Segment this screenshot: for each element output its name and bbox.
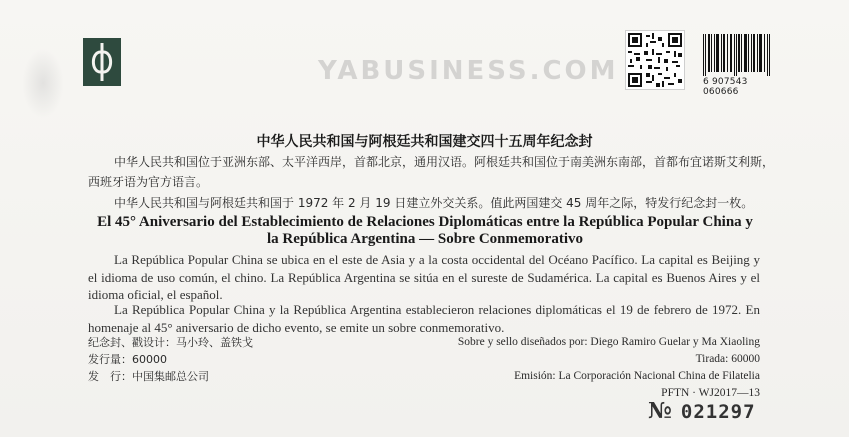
spanish-title-line-2: la República Argentina — Sobre Conmemorativo xyxy=(267,231,583,247)
barcode-icon xyxy=(703,34,770,76)
serial-value: 021297 xyxy=(680,401,756,423)
barcode-number: 6 907543 060666 xyxy=(703,77,748,97)
china-post-logo-icon xyxy=(83,38,121,86)
qr-code-icon xyxy=(625,30,685,90)
credit-code-es: PFTN · WJ2017—13 xyxy=(661,387,760,399)
barcode xyxy=(703,34,770,97)
watermark-text: YABUSINESS.COM xyxy=(318,56,619,86)
spanish-title xyxy=(60,214,790,248)
credit-issuer-es: Emisión: La Corporación Nacional China de Filatelia xyxy=(514,370,760,382)
credit-designer-cn: 纪念封、戳设计：马小玲、盖铁戈 xyxy=(88,336,253,349)
spanish-credits xyxy=(400,334,760,402)
spanish-paragraph-2: La República Popular China y la República Argentina establecieron relaciones diplomáticas el 19 de febrero de 1972. En homenaje al 45° aniversario de dicho evento, se emite un sobre conmemorativo. xyxy=(88,302,760,335)
chinese-credits xyxy=(88,334,388,385)
spanish-title-line-1: El 45° Aniversario del Establecimiento de Relaciones Diplomáticas entre la República Popular China y xyxy=(97,214,753,230)
credit-designer-es: Sobre y sello diseñados por: Diego Ramiro Guelar y Ma Xiaoling xyxy=(457,336,760,348)
postmark-smudge xyxy=(22,48,64,118)
serial-prefix: № xyxy=(648,398,673,424)
chinese-paragraph-2: 中华人民共和国与阿根廷共和国于 1972 年 2 月 19 日建立外交关系。值此两国建交 45 周年之际，特发行纪念封一枚。 xyxy=(114,196,754,210)
credit-quantity-cn: 发行量：60000 xyxy=(88,353,167,366)
spanish-paragraph-1: La República Popular China se ubica en el este de Asia y a la costa occidental del Océano Pacífico. La capital es Beijing y el idioma de uso común, el chino. La República Argentina se sitúa en el sureste de Sudamérica. La capital es Buenos Aires y el idioma oficial, el español. xyxy=(88,252,760,302)
credit-issuer-cn: 发 行：中国集邮总公司 xyxy=(88,370,209,383)
credit-quantity-es: Tirada: 60000 xyxy=(695,353,760,365)
chinese-title: 中华人民共和国与阿根廷共和国建交四十五周年纪念封 xyxy=(256,134,593,150)
chinese-paragraph-1: 中华人民共和国位于亚洲东部、太平洋西岸，首都北京，通用汉语。阿根廷共和国位于南美洲东南部，首都布宜诺斯艾利斯，西班牙语为官方语言。 xyxy=(88,155,775,189)
serial-number xyxy=(648,398,756,424)
